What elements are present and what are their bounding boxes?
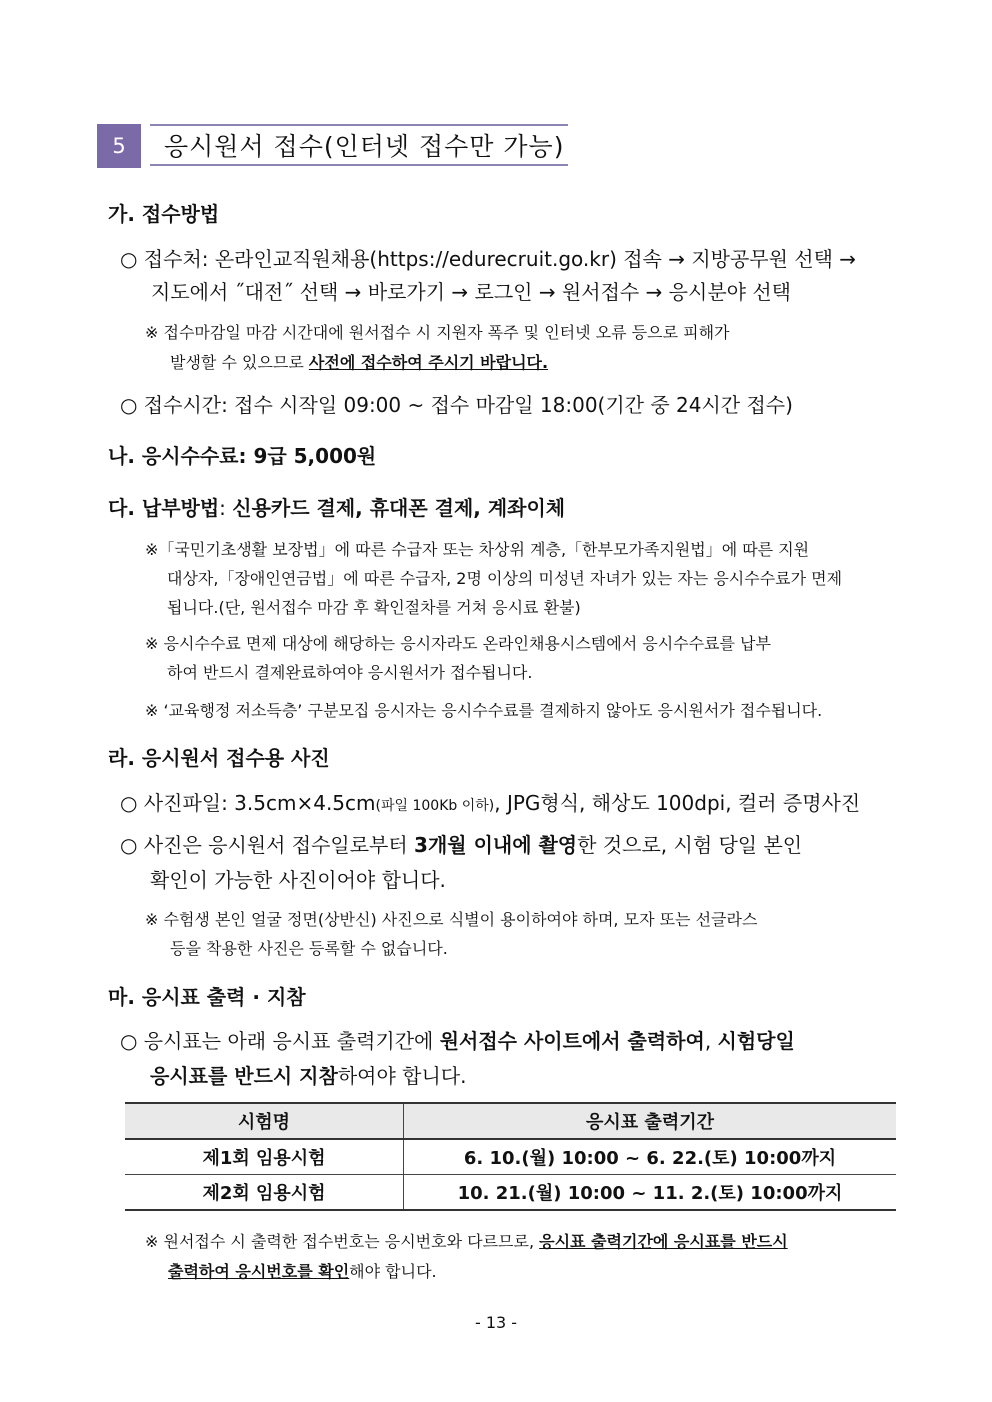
ma-bullet-line2-rest: 하여야 합니다.: [337, 1064, 467, 1088]
ma-note-line2: [168, 1259, 437, 1282]
ra-bullet2-a: ○ 사진은 응시원서 접수일로부터: [120, 833, 415, 857]
ma-bullet-b: ,: [704, 1029, 718, 1053]
table-header-row: [125, 1103, 896, 1139]
ra-bullet1-a: ○ 사진파일: 3.5cm×4.5cm: [120, 791, 376, 815]
da-note2-line1: ※ 응시수수료 면제 대상에 해당하는 응시자라도 온라인채용시스템에서 응시수수료를 납부: [145, 634, 771, 653]
ra-bullet2-b: 한 것으로, 시험 당일 본인: [577, 833, 803, 857]
section-title: 응시원서 접수(인터넷 접수만 가능): [150, 124, 568, 166]
ra-note-line1: ※ 수험생 본인 얼굴 정면(상반신) 사진으로 식별이 용이하여야 하며, 모자 또는 선글라스: [145, 910, 758, 929]
da-note1-line3: 됩니다.(단, 원서접수 마감 후 확인절차를 거쳐 응시료 환불): [167, 598, 581, 617]
table-cell: 6. 10.(월) 10:00 ~ 6. 22.(토) 10:00까지: [404, 1139, 897, 1175]
admission-ticket-schedule-table: [125, 1102, 896, 1211]
ga-bullet2: ○ 접수시간: 접수 시작일 09:00 ~ 접수 마감일 18:00(기간 중 24시간 접수): [120, 393, 793, 417]
ra-note-line2: 등을 착용한 사진은 등록할 수 없습니다.: [170, 939, 448, 958]
ma-bullet-a: ○ 응시표는 아래 응시표 출력기간에: [120, 1029, 440, 1053]
da-heading-rest: 신용카드 결제, 휴대폰 결제, 계좌이체: [232, 496, 566, 520]
section-number-badge: 5: [97, 124, 141, 168]
table-cell: 10. 21.(월) 10:00 ~ 11. 2.(토) 10:00까지: [404, 1175, 897, 1211]
ma-bullet-line1: [120, 1025, 795, 1054]
ra-bullet1-small: (파일 100Kb 이하): [375, 798, 495, 814]
ma-note-emph1: 응시표 출력기간에 응시표를 반드시: [539, 1232, 788, 1251]
table-cell: 제2회 임용시험: [125, 1175, 404, 1211]
da-note3: ※ ‘교육행정 저소득층’ 구분모집 응시자는 응시수수료를 결제하지 않아도 응시원서가 접수됩니다.: [145, 701, 823, 720]
da-note1-line1: ※「국민기초생활 보장법」에 따른 수급자 또는 차상위 계층,「한부모가족지원법」에 따른 지원: [145, 540, 810, 559]
ra-bullet2-bold: 3개월 이내에 촬영: [414, 833, 578, 857]
page-number: - 13 -: [474, 1313, 518, 1332]
ga-note-plain: 발생할 수 있으므로: [170, 353, 309, 372]
heading-ra: 라. 응시원서 접수용 사진: [108, 746, 330, 770]
heading-ga: 가. 접수방법: [108, 202, 220, 226]
heading-na: [108, 440, 376, 469]
da-note2-line2: 하여 반드시 결제완료하여야 응시원서가 접수됩니다.: [167, 663, 533, 682]
ma-bullet-line2: [150, 1060, 466, 1089]
ga-bullet1-line1: ○ 접수처: 온라인교직원채용(https://edurecruit.go.kr) 접속 → 지방공무원 선택 →: [120, 247, 857, 271]
ma-note-plain: ※ 원서접수 시 출력한 접수번호는 응시번호와 다르므로,: [145, 1232, 540, 1251]
ga-note-line1: ※ 접수마감일 마감 시간대에 원서접수 시 지원자 폭주 및 인터넷 오류 등으로 피해가: [145, 323, 730, 342]
da-note1-line2: 대상자,「장애인연금법」에 따른 수급자, 2명 이상의 미성년 자녀가 있는 자는 응시수수료가 면제: [167, 569, 843, 588]
table-row: [125, 1139, 896, 1175]
ra-bullet1: [120, 787, 860, 816]
ra-bullet2-line1: [120, 829, 802, 858]
na-heading-bold: 나. 응시수수료: [108, 444, 239, 468]
ga-note-line2: [170, 350, 548, 373]
ra-bullet1-b: , JPG형식, 해상도 100dpi, 컬러 증명사진: [494, 791, 861, 815]
heading-da: [108, 492, 565, 521]
ga-bullet1-line2: 지도에서 ˝대전˝ 선택 → 바로가기 → 로그인 → 원서접수 → 응시분야 선택: [151, 280, 791, 304]
na-heading-rest: : 9급 5,000원: [238, 444, 377, 468]
ma-note-line1: [145, 1229, 788, 1252]
table-header: 응시표 출력기간: [404, 1103, 897, 1139]
da-heading-sep: :: [219, 496, 233, 520]
table-row: [125, 1175, 896, 1211]
ma-bullet-bold2: 시험당일: [717, 1029, 795, 1053]
ma-bullet-line2-bold: 응시표를 반드시 지참: [150, 1064, 338, 1088]
ga-note-emphasis: 사전에 접수하여 주시기 바랍니다.: [308, 353, 549, 372]
ma-note-emph2: 출력하여 응시번호를 확인: [168, 1262, 350, 1281]
heading-ma: 마. 응시표 출력 · 지참: [108, 985, 306, 1009]
ra-bullet2-line2: 확인이 가능한 사진이어야 합니다.: [150, 868, 446, 892]
table-header: 시험명: [125, 1103, 404, 1139]
ma-note-rest: 해야 합니다.: [349, 1262, 437, 1281]
da-heading-bold: 다. 납부방법: [108, 496, 220, 520]
table-cell: 제1회 임용시험: [125, 1139, 404, 1175]
ma-bullet-bold1: 원서접수 사이트에서 출력하여: [439, 1029, 705, 1053]
